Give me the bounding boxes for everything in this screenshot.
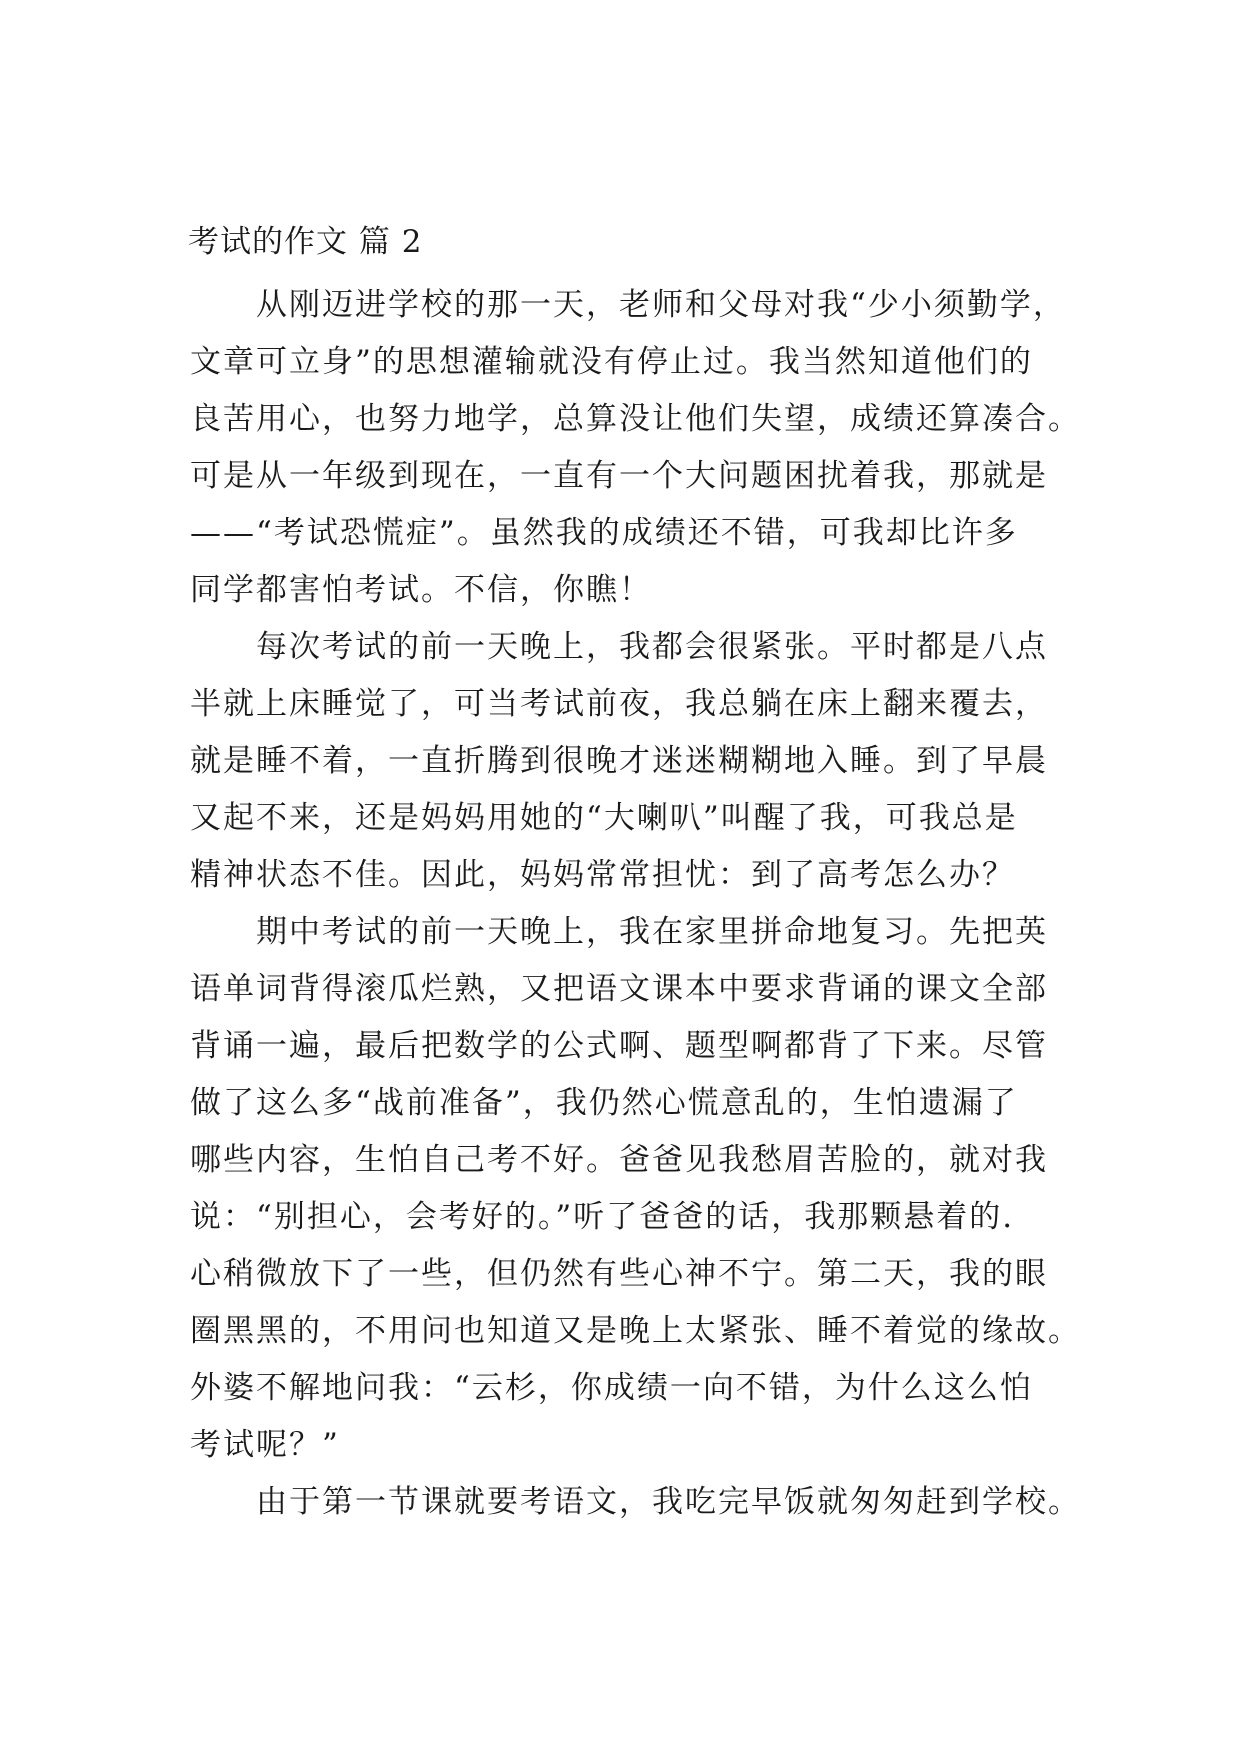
text-line: 又起不来，还是妈妈用她的“大喇叭”叫醒了我，可我总是 (190, 800, 1018, 836)
text-line: 可是从一年级到现在，一直有一个大问题困扰着我，那就是 (190, 458, 1048, 494)
text-line: 文章可立身”的思想灌输就没有停止过。我当然知道他们的 (190, 344, 1033, 380)
document-title: 考试的作文 篇 2 (188, 224, 423, 260)
text-line: 外婆不解地问我：“云杉，你成绩一向不错，为什么这么怕 (190, 1370, 1033, 1406)
text-line: 精神状态不佳。因此，妈妈常常担忧：到了高考怎么办？ (190, 857, 1015, 893)
text-line: 做了这么多“战前准备”，我仍然心慌意乱的，生怕遗漏了 (190, 1085, 1018, 1121)
text-line: ——“考试恐慌症”。虽然我的成绩还不错，可我却比许多 (190, 515, 1018, 551)
text-line: 同学都害怕考试。不信，你瞧！ (190, 572, 652, 608)
text-line: 就是睡不着，一直折腾到很晚才迷迷糊糊地入睡。到了早晨 (190, 743, 1048, 779)
text-line: 半就上床睡觉了，可当考试前夜，我总躺在床上翻来覆去， (190, 686, 1048, 722)
text-line: 考试呢？” (190, 1427, 340, 1463)
text-line: 期中考试的前一天晚上，我在家里拼命地复习。先把英 (256, 914, 1048, 950)
text-line: 良苦用心，也努力地学，总算没让他们失望，成绩还算凑合。 (190, 401, 1081, 437)
text-line: 背诵一遍，最后把数学的公式啊、题型啊都背了下来。尽管 (190, 1028, 1048, 1064)
text-line: 心稍微放下了一些，但仍然有些心神不宁。第二天，我的眼 (190, 1256, 1048, 1292)
text-line: 哪些内容，生怕自己考不好。爸爸见我愁眉苦脸的，就对我 (190, 1142, 1048, 1178)
text-line: 说：“别担心，会考好的。”听了爸爸的话，我那颗悬着的. (190, 1199, 1015, 1235)
text-line: 由于第一节课就要考语文，我吃完早饭就匆匆赶到学校。 (256, 1484, 1081, 1520)
text-line: 圈黑黑的，不用问也知道又是晚上太紧张、睡不着觉的缘故。 (190, 1313, 1081, 1349)
text-line: 每次考试的前一天晚上，我都会很紧张。平时都是八点 (256, 629, 1048, 665)
text-line: 从刚迈进学校的那一天，老师和父母对我“少小须勤学， (256, 287, 1066, 323)
text-line: 语单词背得滚瓜烂熟，又把语文课本中要求背诵的课文全部 (190, 971, 1048, 1007)
